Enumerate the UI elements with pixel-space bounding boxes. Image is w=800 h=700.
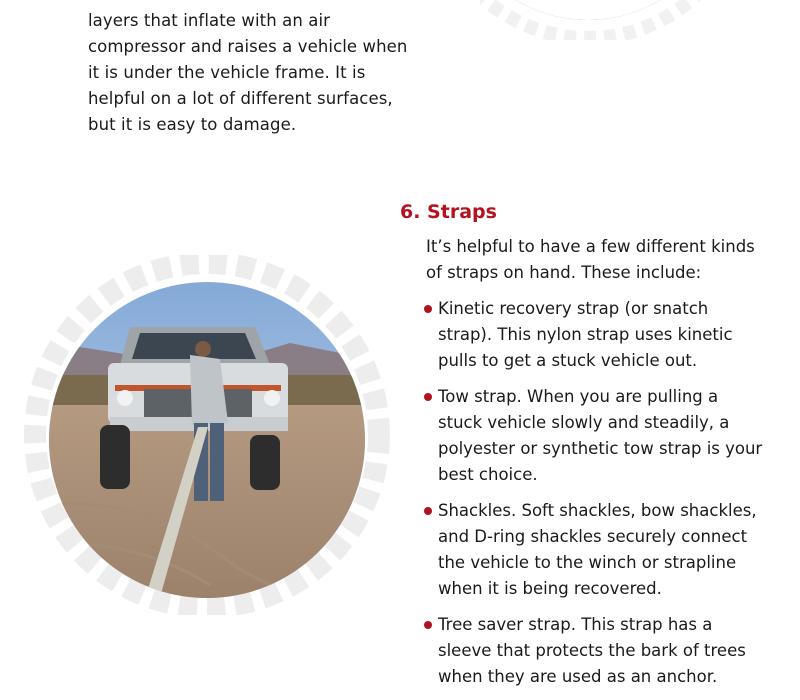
list-item: [424, 296, 764, 374]
prev-line: it is under the vehicle frame. It is: [88, 63, 366, 82]
bullet-dot: [424, 393, 432, 401]
bullet-dot: [424, 621, 432, 629]
truck-recovery-photo: [20, 255, 400, 615]
list-item: [424, 384, 764, 488]
list-item-text: Tow strap. When you are pulling a stuck vehicle slowly and steadily, a polyester or synthetic tow strap is your best choice.: [438, 387, 763, 484]
prev-line: layers that inflate with an air: [88, 11, 331, 30]
list-item-text: Shackles. Soft shackles, bow shackles, and D-ring shackles securely connect the vehicle to the winch or strapline when it is being recovered.: [438, 501, 757, 598]
prev-line: but it is easy to damage.: [88, 115, 297, 134]
list-item-text: Tree saver strap. This strap has a sleeve that protects the bark of trees when they are used as an anchor.: [438, 615, 746, 686]
bullet-dot: [424, 305, 432, 313]
previous-section-text: [88, 0, 408, 138]
straps-list: [424, 296, 764, 700]
list-item-text: Kinetic recovery strap (or snatch strap). This nylon strap uses kinetic pulls to get a stuck vehicle out.: [438, 299, 733, 370]
prev-line: helpful on a lot of different surfaces,: [88, 89, 393, 108]
list-item: [424, 612, 764, 690]
prev-line: compressor and raises a vehicle when: [88, 37, 408, 56]
section-intro: It’s helpful to have a few different kinds of straps on hand. These include:: [426, 237, 755, 282]
previous-section-photo: [480, 0, 710, 40]
bullet-dot: [424, 507, 432, 515]
list-item: [424, 498, 764, 602]
section-title: 6. Straps: [400, 201, 497, 223]
